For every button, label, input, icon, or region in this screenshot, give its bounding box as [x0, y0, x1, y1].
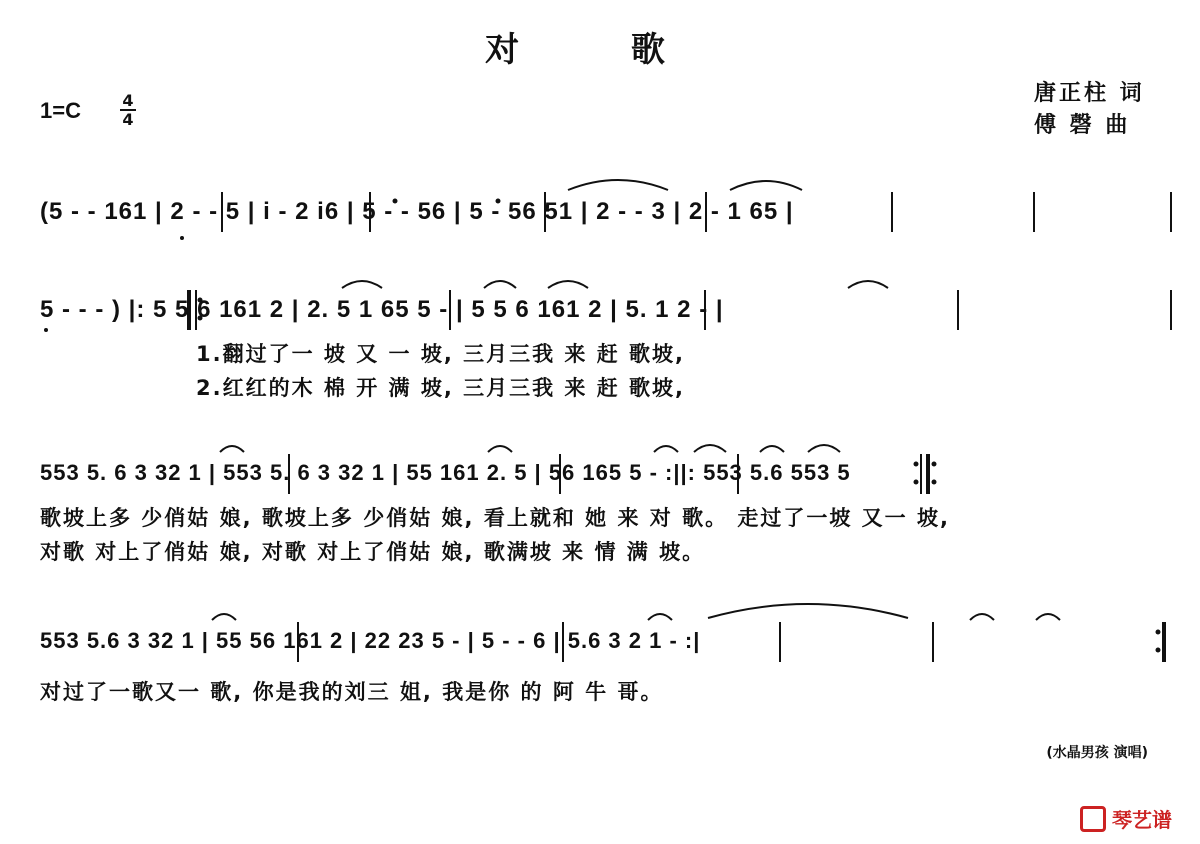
score-row-2: 5 - - - ) |: 5 5 6 161 2 | 2. 5 1 65 5 - | 5 5 6 161 2 | 5. 1 2 - |	[40, 296, 724, 323]
singer-credit: (水晶男孩 演唱)	[1046, 745, 1148, 761]
score-row-4: 553 5.6 3 32 1 | 55 56 161 2 | 22 23 5 - | 5 - - 6 | 5.6 3 2 1 - :|	[40, 628, 701, 653]
score-row-3-lyric-1: 歌坡上多 少俏姑 娘, 歌坡上多 少俏姑 娘, 看上就和 她 来 对 歌。 走过了一坡 又一 坡,	[40, 506, 950, 530]
score-row-4-lyric: 对过了一歌又一 歌, 你是我的刘三 姐, 我是你 的 阿 牛 哥。	[40, 680, 664, 704]
watermark-text: 琴艺谱	[1112, 808, 1172, 832]
score-row-2-lyric-1: 1.翻过了一 坡 又 一 坡, 三月三我 来 赶 歌坡,	[196, 342, 686, 366]
key-signature: 1=C	[40, 98, 81, 123]
lyricist-credit: 唐正柱 词	[1034, 81, 1145, 106]
score-row-3: 553 5. 6 3 32 1 | 553 5. 6 3 32 1 | 55 161 2. 5 | 56 165 5 - :||: 553 5.6 553 5	[40, 460, 851, 485]
page-title: 对 歌	[485, 30, 715, 70]
composer-credit: 傅 磬 曲	[1034, 113, 1131, 138]
time-signature-top: 4	[122, 91, 134, 110]
watermark	[1080, 804, 1172, 833]
logo-icon	[1080, 806, 1106, 832]
time-signature-bottom: 4	[122, 110, 134, 129]
score-row-1: (5 - - 161 | 2 - - 5 | i - 2 i6 | 5 - - 56 | 5 - 56 51 | 2 - - 3 | 2 - 1 65 |	[40, 198, 794, 225]
score-row-3-lyric-2: 对歌 对上了俏姑 娘, 对歌 对上了俏姑 娘, 歌满坡 来 情 满 坡。	[40, 540, 706, 564]
score-row-2-lyric-2: 2.红红的木 棉 开 满 坡, 三月三我 来 赶 歌坡,	[196, 376, 686, 400]
